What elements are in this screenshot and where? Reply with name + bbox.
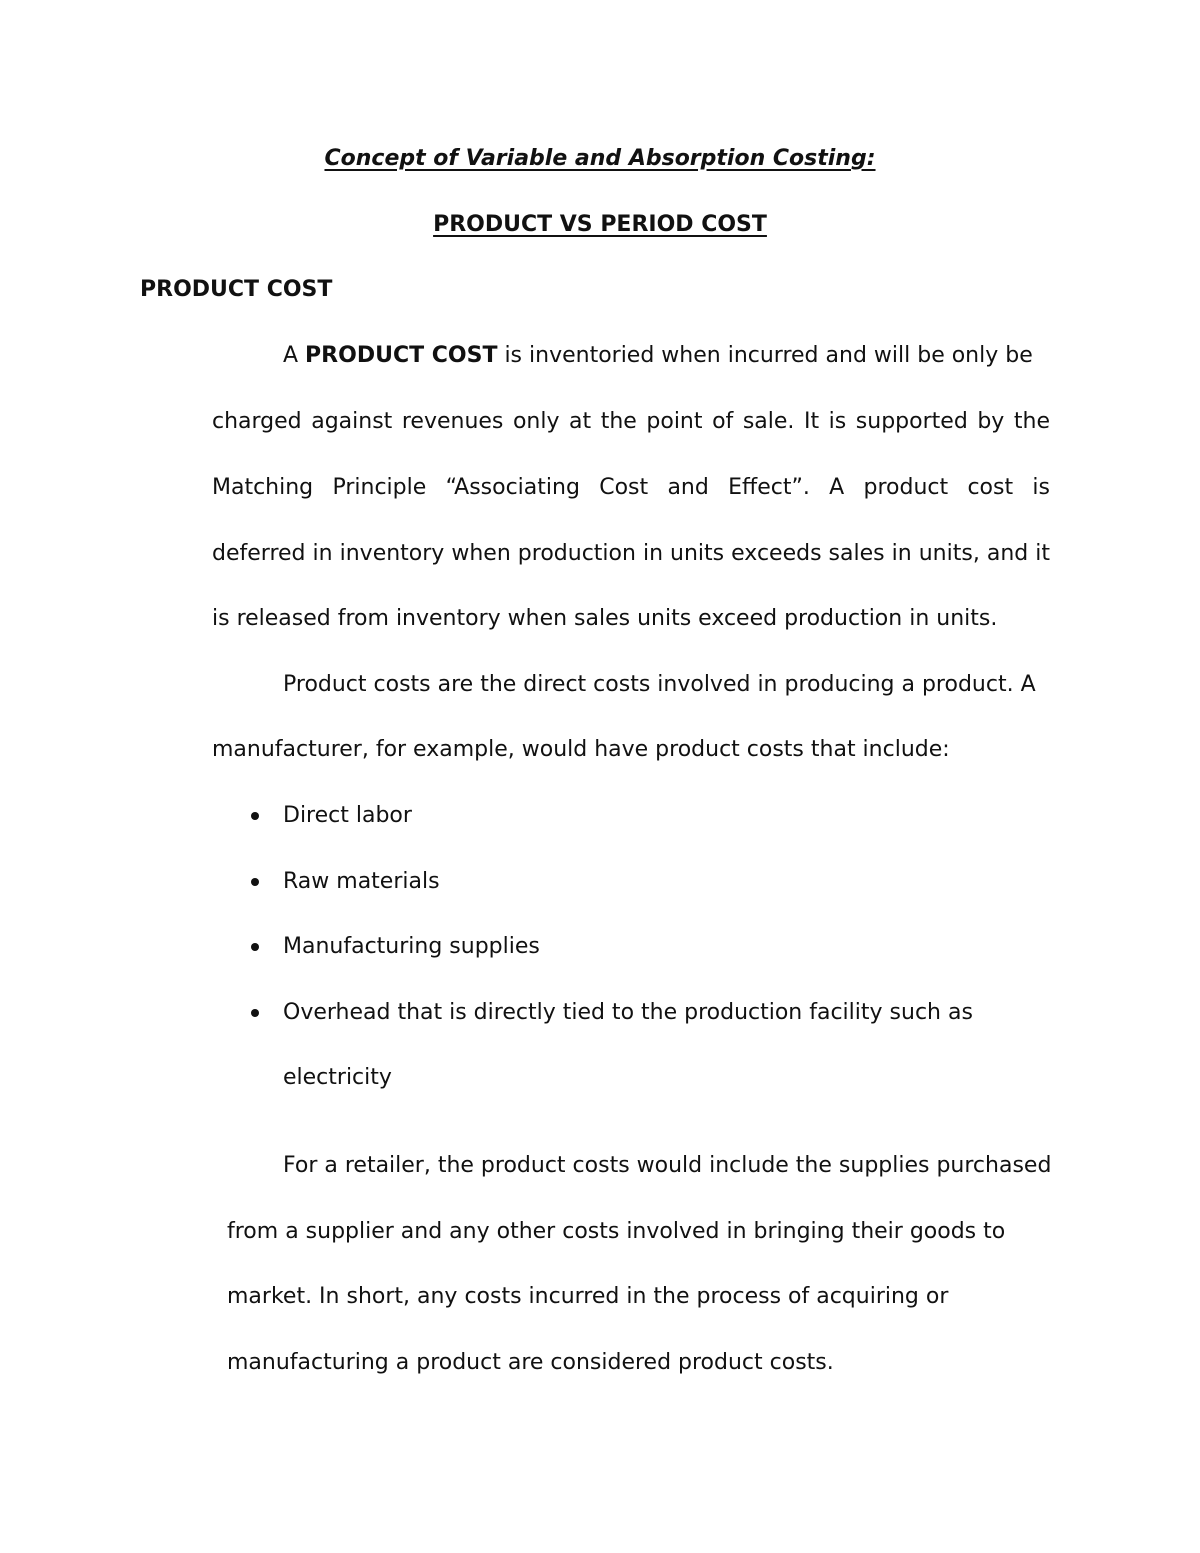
bullet-item-manufacturing-supplies: Manufacturing supplies <box>283 934 540 959</box>
paragraph3-line2: from a supplier and any other costs involved in bringing their goods to <box>227 1219 1006 1244</box>
paragraph3-line4: manufacturing a product are considered product costs. <box>227 1350 834 1375</box>
paragraph1-line5: is released from inventory when sales units exceed production in units. <box>212 606 998 631</box>
section-heading-product-cost: PRODUCT COST <box>140 277 333 302</box>
bullet-dot-icon <box>251 812 259 820</box>
paragraph2-line2: manufacturer, for example, would have product costs that include: <box>212 737 950 762</box>
bullet-dot-icon <box>251 878 259 886</box>
paragraph3-line1: For a retailer, the product costs would include the supplies purchased <box>283 1153 1052 1178</box>
paragraph3-line3: market. In short, any costs incurred in the process of acquiring or <box>227 1284 949 1309</box>
bullet-item-overhead: Overhead that is directly tied to the production facility such as <box>283 1000 973 1025</box>
paragraph1-line2: charged against revenues only at the point of sale. It is supported by the <box>212 409 1050 434</box>
paragraph1-line1 <box>283 341 1033 371</box>
paragraph1-line1-prefix: A <box>283 343 306 368</box>
paragraph1-line3: Matching Principle “Associating Cost and Effect”. A product cost is <box>212 475 1050 500</box>
paragraph1-line1-suffix: is inventoried when incurred and will be only be <box>497 343 1033 368</box>
bullet-dot-icon <box>251 943 259 951</box>
bullet-item-raw-materials: Raw materials <box>283 869 440 894</box>
bullet-item-direct-labor: Direct labor <box>283 803 412 828</box>
bullet-item-overhead-continuation: electricity <box>283 1065 392 1090</box>
document-subtitle: PRODUCT VS PERIOD COST <box>433 212 767 237</box>
bullet-dot-icon <box>251 1009 259 1017</box>
product-cost-term: PRODUCT COST <box>305 343 498 368</box>
document-title: Concept of Variable and Absorption Costing: <box>324 146 876 171</box>
paragraph2-line1: Product costs are the direct costs involved in producing a product. A <box>283 672 1036 697</box>
paragraph1-line4: deferred in inventory when production in units exceeds sales in units, and it <box>212 541 1050 566</box>
